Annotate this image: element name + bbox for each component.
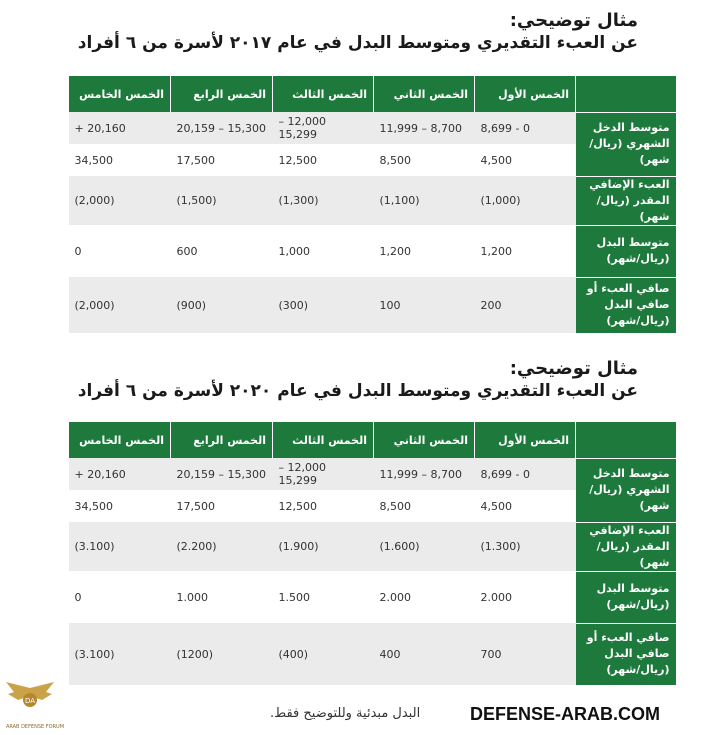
section2-subtitle: عن العبء التقديري ومتوسط البدل في عام ٢٠٢٠ لأسرة من ٦ أفراد xyxy=(77,381,638,401)
table-row xyxy=(69,571,676,623)
table-cell: 0 xyxy=(69,571,171,623)
table-cell: (1,100) xyxy=(374,176,475,225)
table-cell: 8,700 – 11,999 xyxy=(374,458,475,490)
column-header: الخمس الأول xyxy=(475,76,576,112)
column-header: الخمس الثاني xyxy=(374,422,475,458)
table-cell: (400) xyxy=(273,623,374,685)
section2-table xyxy=(68,422,676,685)
section1-title: مثال توضيحي: xyxy=(509,10,638,31)
site-watermark: DEFENSE-ARAB.COM xyxy=(470,704,661,724)
table-cell: 1.000 xyxy=(171,571,273,623)
table-cell: 2.000 xyxy=(475,571,576,623)
column-header: الخمس الثالث xyxy=(273,76,374,112)
table-cell: 1.500 xyxy=(273,571,374,623)
table-row xyxy=(69,176,676,225)
row-header: العبء الإضافي المقدر (ريال/شهر) xyxy=(576,176,676,225)
table-cell: (1.600) xyxy=(374,522,475,571)
table-cell: (900) xyxy=(171,277,273,333)
table-cell: 15,300 – 20,159 xyxy=(171,458,273,490)
table-row xyxy=(69,623,676,685)
column-header: الخمس الرابع xyxy=(171,76,273,112)
table-cell: (300) xyxy=(273,277,374,333)
row-header: متوسط الدخل الشهري (ريال/شهر) xyxy=(576,112,676,176)
row-header: العبء الإضافي المقدر (ريال/شهر) xyxy=(576,522,676,571)
column-header: الخمس الرابع xyxy=(171,422,273,458)
column-header: الخمس الثاني xyxy=(374,76,475,112)
row-header: صافي العبء أو صافي البدل (ريال/شهر) xyxy=(576,277,676,333)
table-cell: 20,160 + xyxy=(69,112,171,144)
table-cell: (1,000) xyxy=(475,176,576,225)
section2-title: مثال توضيحي: xyxy=(509,358,638,379)
table-cell: 1,000 xyxy=(273,225,374,277)
table-cell: (2,000) xyxy=(69,176,171,225)
table-cell: (1.300) xyxy=(475,522,576,571)
table-cell: 12,500 xyxy=(273,144,374,176)
column-header: الخمس الثالث xyxy=(273,422,374,458)
table-corner-cell xyxy=(576,422,676,458)
row-header: متوسط الدخل الشهري (ريال/شهر) xyxy=(576,458,676,522)
table-cell: 4,500 xyxy=(475,144,576,176)
table-cell: 1,200 xyxy=(475,225,576,277)
table-cell: 12,500 xyxy=(273,490,374,522)
table-cell: 100 xyxy=(374,277,475,333)
column-header: الخمس الخامس xyxy=(69,76,171,112)
table-cell: (2,000) xyxy=(69,277,171,333)
table-cell: 15,300 – 20,159 xyxy=(171,112,273,144)
table-cell: 400 xyxy=(374,623,475,685)
table-cell: (1200) xyxy=(171,623,273,685)
table-cell: (3.100) xyxy=(69,623,171,685)
table-cell: 0 - 8,699 xyxy=(475,112,576,144)
table-cell: 12,000 – 15,299 xyxy=(273,458,374,490)
table-cell: 8,500 xyxy=(374,144,475,176)
table-cell: 0 xyxy=(69,225,171,277)
table-row xyxy=(69,458,676,490)
table-cell: 17,500 xyxy=(171,144,273,176)
table-cell: 4,500 xyxy=(475,490,576,522)
section1-subtitle: عن العبء التقديري ومتوسط البدل في عام ٢٠١٧ لأسرة من ٦ أفراد xyxy=(77,33,638,53)
table-cell: 34,500 xyxy=(69,490,171,522)
table-row xyxy=(69,225,676,277)
section1-table xyxy=(68,76,676,333)
logo-text: ARAB DEFENSE FORUM xyxy=(5,724,65,730)
footer-note: البدل مبدئية وللتوضيح فقط. xyxy=(270,706,421,721)
table-cell: 600 xyxy=(171,225,273,277)
table-cell: 34,500 xyxy=(69,144,171,176)
table-cell: 8,700 – 11,999 xyxy=(374,112,475,144)
table-cell: (3.100) xyxy=(69,522,171,571)
table-cell: 1,200 xyxy=(374,225,475,277)
table-cell: 700 xyxy=(475,623,576,685)
row-header: صافي العبء أو صافي البدل (ريال/شهر) xyxy=(576,623,676,685)
table-cell: (1,300) xyxy=(273,176,374,225)
section1-heading xyxy=(78,10,638,53)
table-cell: 200 xyxy=(475,277,576,333)
footer xyxy=(0,696,708,735)
table-row xyxy=(69,277,676,333)
table-cell: 20,160 + xyxy=(69,458,171,490)
table-cell: 12,000 – 15,299 xyxy=(273,112,374,144)
table-cell: 17,500 xyxy=(171,490,273,522)
column-header: الخمس الأول xyxy=(475,422,576,458)
svg-text:DA: DA xyxy=(24,697,36,705)
column-header: الخمس الخامس xyxy=(69,422,171,458)
table-cell: (2.200) xyxy=(171,522,273,571)
table-cell: 8,500 xyxy=(374,490,475,522)
table-corner-cell xyxy=(576,76,676,112)
section2-heading xyxy=(78,358,638,401)
table-cell: (1,500) xyxy=(171,176,273,225)
row-header: متوسط البدل (ريال/شهر) xyxy=(576,225,676,277)
table-row xyxy=(69,112,676,144)
table-cell: 2.000 xyxy=(374,571,475,623)
table-cell: (1.900) xyxy=(273,522,374,571)
table-row xyxy=(69,522,676,571)
table-cell: 0 - 8,699 xyxy=(475,458,576,490)
row-header: متوسط البدل (ريال/شهر) xyxy=(576,571,676,623)
